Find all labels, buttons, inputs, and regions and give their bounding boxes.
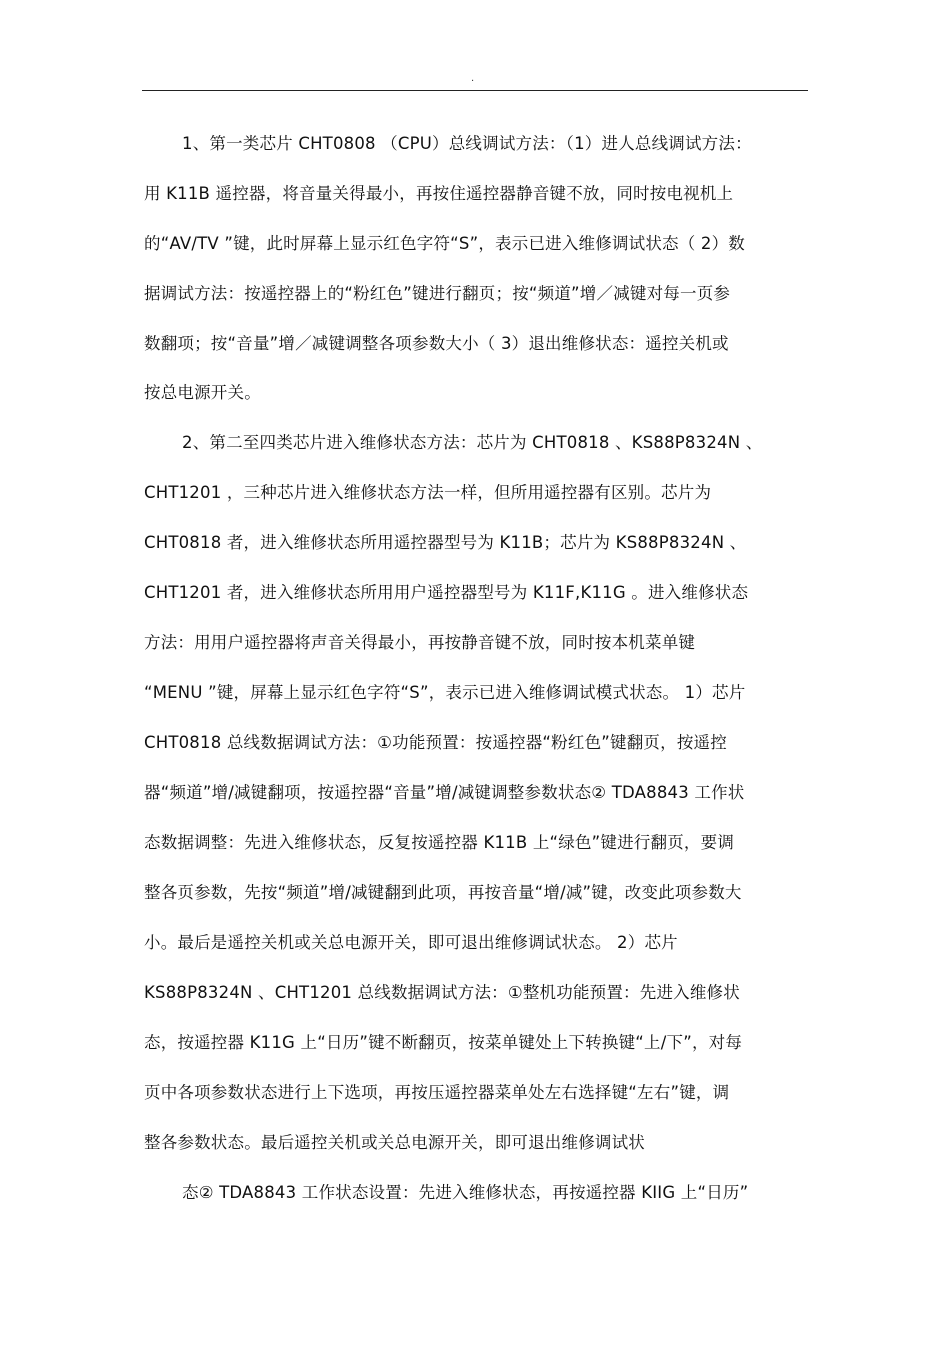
text-line: CHT1201 者，进入维修状态所用用户遥控器型号为 K11F,K11G 。进入维修状态 [144,583,749,602]
text-line: 2、第二至四类芯片进入维修状态方法：芯片为 CHT0818 、KS88P8324N 、 [182,433,763,452]
text-line: CHT0818 总线数据调试方法：①功能预置：按遥控器“粉红色”键翻页，按遥控 [144,733,727,752]
text-line: 态，按遥控器 K11G 上“日历”键不断翻页，按菜单键处上下转换键“上/下”，对每 [144,1033,743,1052]
text-line: 页中各项参数状态进行上下选项，再按压遥控器菜单处左右选择键“左右”键，调 [144,1083,730,1102]
text-line: 据调试方法：按遥控器上的“粉红色”键进行翻页；按“频道”增／减键对每一页参 [144,284,731,303]
text-line: 器“频道”增/减键翻项，按遥控器“音量”增/减键调整参数状态② TDA8843 工作状 [144,783,745,802]
text-line: 态② TDA8843 工作状态设置：先进入维修状态，再按遥控器 KIIG 上“日历” [182,1183,749,1202]
text-line: 按总电源开关。 [144,383,261,402]
text-line: “MENU ”键，屏幕上显示红色字符“S”，表示已进入维修调试模式状态。 1）芯片 [144,683,746,702]
text-line: 小。最后是遥控关机或关总电源开关，即可退出维修调试状态。 2）芯片 [144,933,678,952]
text-line: 整各页参数，先按“频道”增/减键翻到此项，再按音量“增/减”键，改变此项参数大 [144,883,742,902]
text-line: CHT1201 ，三种芯片进入维修状态方法一样，但所用遥控器有区别。芯片为 [144,483,712,502]
header-mark: . [471,73,475,84]
text-line: KS88P8324N 、CHT1201 总线数据调试方法：①整机功能预置：先进入维修状 [144,983,740,1002]
text-line: 方法：用用户遥控器将声音关得最小，再按静音键不放，同时按本机菜单键 [144,633,696,652]
text-line: 态数据调整：先进入维修状态，反复按遥控器 K11B 上“绿色”键进行翻页，要调 [144,833,735,852]
text-line: CHT0818 者，进入维修状态所用遥控器型号为 K11B；芯片为 KS88P8324N 、 [144,533,747,552]
text-line: 1、第一类芯片 CHT0808 （CPU）总线调试方法：（1）进人总线调试方法： [182,134,752,153]
text-line: 用 K11B 遥控器，将音量关得最小，再按住遥控器静音键不放，同时按电视机上 [144,184,734,203]
text-line: 的“AV/TV ”键，此时屏幕上显示红色字符“S”，表示已进入维修调试状态（ 2）数 [144,234,745,253]
text-line: 整各参数状态。最后遥控关机或关总电源开关，即可退出维修调试状 [144,1133,645,1152]
header-rule [142,90,808,91]
text-line: 数翻项；按“音量”增／减键调整各项参数大小（ 3）退出维修状态：遥控关机或 [144,334,729,353]
